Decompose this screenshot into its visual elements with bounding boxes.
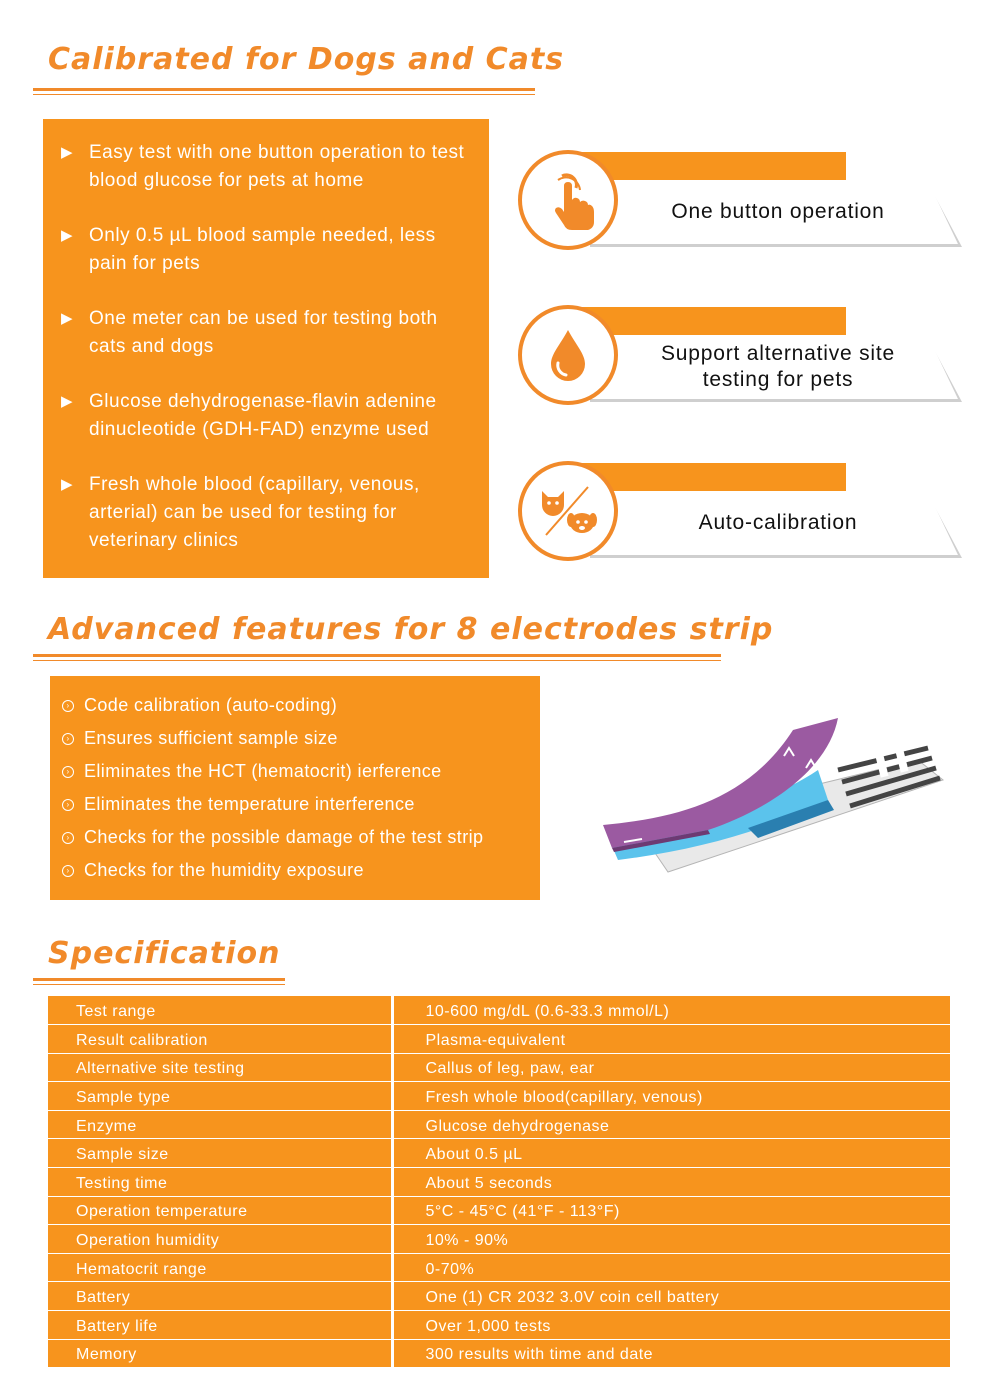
feature-auto-calibration: [518, 461, 963, 561]
spec-value: 10% - 90%: [392, 1225, 950, 1254]
bullet-text: Easy test with one button operation to test blood glucose for pets at home: [89, 142, 465, 191]
feature-alternative-site: [518, 305, 963, 405]
table-row: [48, 1339, 950, 1368]
table-row: [48, 1196, 950, 1225]
item-text: Checks for the humidity exposure: [84, 860, 364, 880]
spec-value: About 0.5 µL: [392, 1139, 950, 1168]
spec-key: Operation temperature: [48, 1196, 392, 1225]
advanced-features-box: [50, 676, 540, 900]
feature-one-button: [518, 150, 963, 250]
spec-value: About 5 seconds: [392, 1168, 950, 1197]
table-row: [48, 1282, 950, 1311]
table-row: [48, 1082, 950, 1111]
spec-key: Test range: [48, 996, 392, 1025]
list-item: [61, 471, 473, 555]
spec-key: Hematocrit range: [48, 1253, 392, 1282]
calibrated-bullet-box: [43, 119, 489, 578]
spec-value: Plasma-equivalent: [392, 1025, 950, 1054]
table-row: [48, 996, 950, 1025]
spec-key: Memory: [48, 1339, 392, 1368]
spec-value: 0-70%: [392, 1253, 950, 1282]
feature-band: [578, 152, 846, 182]
feature-label: One button operation: [671, 200, 885, 223]
feature-label: Auto-calibration: [698, 511, 858, 534]
list-item: [61, 388, 473, 444]
list-item: [62, 689, 528, 722]
section-title-calibrated: Calibrated for Dogs and Cats: [48, 42, 565, 77]
table-row: [48, 1139, 950, 1168]
spec-key: Sample type: [48, 1082, 392, 1111]
triangle-bullet-icon: ▶: [61, 476, 74, 493]
bullet-text: Fresh whole blood (capillary, venous, arterial) can be used for testing for veterinary clinics: [89, 474, 420, 551]
list-item: [61, 305, 473, 361]
pointing-finger-icon: [518, 150, 618, 250]
spec-key: Sample size: [48, 1139, 392, 1168]
spec-value: Over 1,000 tests: [392, 1311, 950, 1340]
section-title-specification: Specification: [48, 936, 281, 971]
triangle-bullet-icon: ▶: [61, 310, 74, 327]
chevron-circle-icon: ›: [62, 700, 74, 712]
spec-value: Glucose dehydrogenase: [392, 1110, 950, 1139]
table-row: [48, 1311, 950, 1340]
triangle-bullet-icon: ▶: [61, 144, 74, 161]
specification-table: [48, 996, 950, 1368]
list-item: [62, 788, 528, 821]
table-row: [48, 1253, 950, 1282]
feature-label: Support alternative site testing for pets: [661, 342, 895, 391]
spec-value: Callus of leg, paw, ear: [392, 1053, 950, 1082]
cat-dog-icon: [518, 461, 618, 561]
list-item: [62, 854, 528, 887]
bullet-text: Only 0.5 µL blood sample needed, less pain for pets: [89, 225, 436, 274]
spec-key: Battery: [48, 1282, 392, 1311]
feature-band: [578, 307, 846, 337]
spec-key: Result calibration: [48, 1025, 392, 1054]
spec-key: Alternative site testing: [48, 1053, 392, 1082]
section-title-advanced: Advanced features for 8 electrodes strip: [48, 612, 774, 647]
table-row: [48, 1168, 950, 1197]
triangle-bullet-icon: ▶: [61, 227, 74, 244]
triangle-bullet-icon: ▶: [61, 393, 74, 410]
bullet-text: One meter can be used for testing both cats and dogs: [89, 308, 438, 357]
chevron-circle-icon: ›: [62, 733, 74, 745]
item-text: Ensures sufficient sample size: [84, 728, 338, 748]
spec-key: Operation humidity: [48, 1225, 392, 1254]
item-text: Eliminates the temperature interference: [84, 794, 415, 814]
test-strip-image: [598, 700, 948, 880]
chevron-circle-icon: ›: [62, 766, 74, 778]
spec-key: Battery life: [48, 1311, 392, 1340]
chevron-circle-icon: ›: [62, 865, 74, 877]
list-item: [62, 755, 528, 788]
spec-value: Fresh whole blood(capillary, venous): [392, 1082, 950, 1111]
chevron-circle-icon: ›: [62, 832, 74, 844]
table-row: [48, 1110, 950, 1139]
item-text: Code calibration (auto-coding): [84, 695, 338, 715]
item-text: Eliminates the HCT (hematocrit) ierference: [84, 761, 442, 781]
spec-value: 5°C - 45°C (41°F - 113°F): [392, 1196, 950, 1225]
item-text: Checks for the possible damage of the test strip: [84, 827, 484, 847]
list-item: [62, 821, 528, 854]
list-item: [61, 139, 473, 195]
spec-value: 300 results with time and date: [392, 1339, 950, 1368]
spec-value: 10-600 mg/dL (0.6-33.3 mmol/L): [392, 996, 950, 1025]
spec-key: Testing time: [48, 1168, 392, 1197]
spec-value: One (1) CR 2032 3.0V coin cell battery: [392, 1282, 950, 1311]
list-item: [62, 722, 528, 755]
blood-drop-icon: [518, 305, 618, 405]
chevron-circle-icon: ›: [62, 799, 74, 811]
bullet-text: Glucose dehydrogenase-flavin adenine dinucleotide (GDH-FAD) enzyme used: [89, 391, 437, 440]
table-row: [48, 1053, 950, 1082]
list-item: [61, 222, 473, 278]
table-row: [48, 1025, 950, 1054]
table-row: [48, 1225, 950, 1254]
feature-band: [578, 463, 846, 493]
spec-key: Enzyme: [48, 1110, 392, 1139]
